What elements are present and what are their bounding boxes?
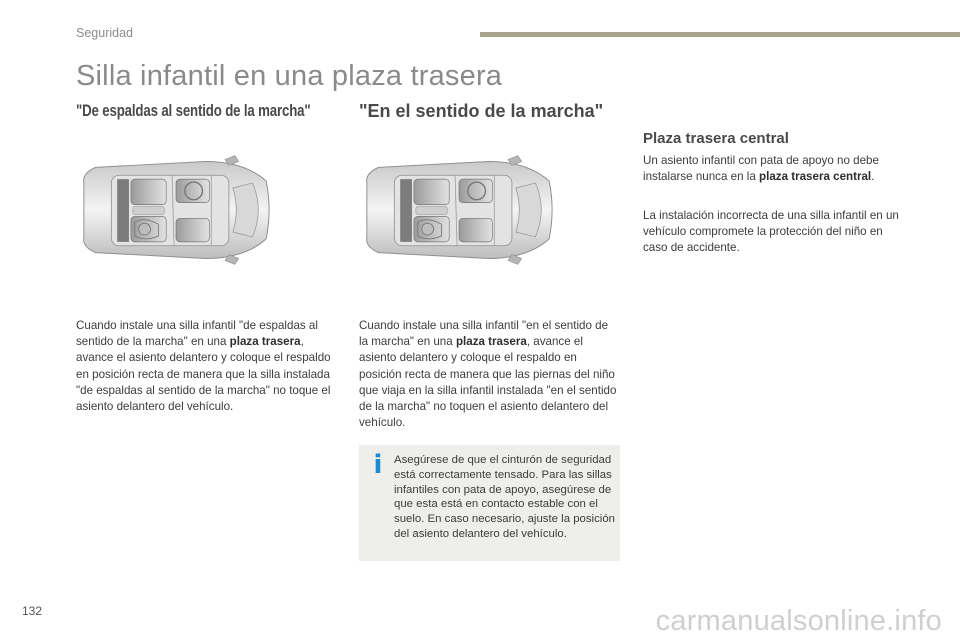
watermark: carmanualsonline.info bbox=[655, 605, 942, 637]
forward-facing-heading: "En el sentido de la marcha" bbox=[359, 101, 604, 121]
page-number: 132 bbox=[22, 604, 43, 618]
section-label: Seguridad bbox=[76, 26, 133, 40]
central-seat-note: La instalación incorrecta de una silla infantil en un vehículo compromete la protección del niño en caso de accidente. bbox=[643, 209, 899, 255]
central-seat-warning: Un asiento infantil con pata de apoyo no debe instalarse nunca en la plaza trasera central. bbox=[643, 154, 879, 184]
info-box bbox=[359, 445, 620, 561]
forward-facing-text: Cuando instale una silla infantil "en el sentido de la marcha" en una plaza trasera, avance el asiento delantero y coloque el respaldo en posición recta de manera que las piernas del niño que viaja en la silla infantil instalada "en el sentido de la marcha" no toquen el asiento delantero del vehículo. bbox=[359, 319, 617, 430]
info-icon: i bbox=[373, 450, 383, 480]
header-accent-bar bbox=[480, 32, 960, 37]
car-rear-facing-illustration bbox=[78, 152, 274, 268]
info-text: Asegúrese de que el cinturón de seguridad está correctamente tensado. Para las sillas infantiles con pata de apoyo, asegúrese de que esta está en contacto estable con el suelo. En caso necesario, ajuste la posición del asiento delantero del vehículo. bbox=[394, 454, 615, 540]
car-forward-facing-illustration bbox=[361, 152, 557, 268]
rear-facing-text: Cuando instale una silla infantil "de espaldas al sentido de la marcha" en una plaza trasera, avance el asiento delantero y coloque el respaldo en posición recta de manera que la silla instalada "de espaldas al sentido de la marcha" no toque el asiento delantero del vehículo. bbox=[76, 319, 331, 414]
rear-facing-heading: "De espaldas al sentido de la marcha" bbox=[76, 101, 311, 120]
page-title: Silla infantil en una plaza trasera bbox=[76, 60, 503, 92]
central-seat-heading: Plaza trasera central bbox=[643, 130, 789, 147]
